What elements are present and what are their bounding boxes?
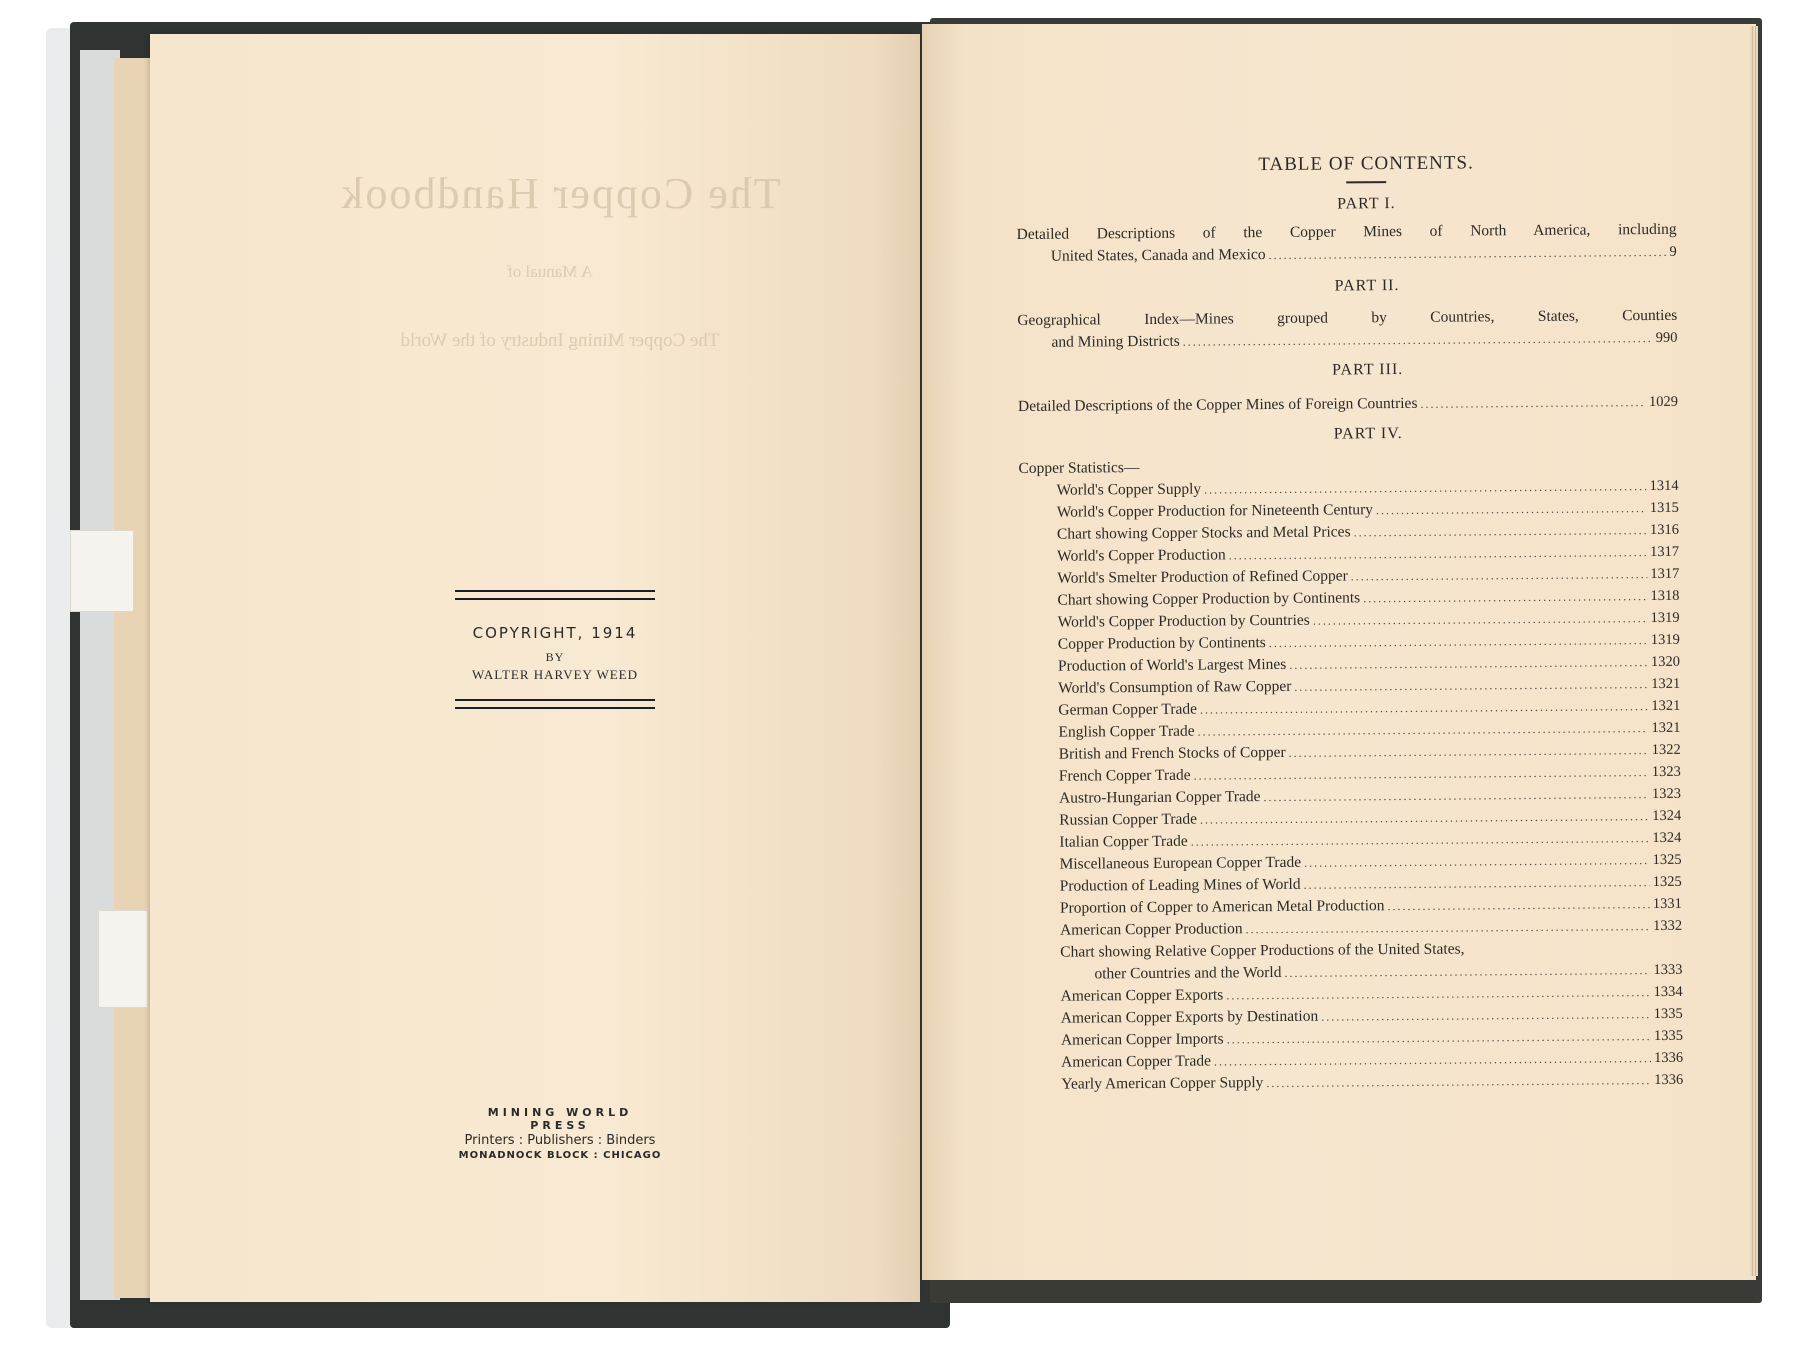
leader-dots — [1289, 739, 1649, 764]
entry-title: American Copper Production — [1060, 920, 1243, 939]
double-rule-bottom — [455, 699, 655, 709]
leader-dots — [1183, 327, 1653, 353]
page-number: 1319 — [1650, 609, 1680, 627]
press-address: MONADNOCK BLOCK : CHICAGO — [458, 1150, 662, 1161]
statistics-list-continued — [1023, 981, 1684, 1096]
author-name: WALTER HARVEY WEED — [472, 667, 638, 682]
by-label: BY — [545, 650, 565, 664]
entry-title: British and French Stocks of Copper — [1058, 743, 1286, 763]
press-name: MINING WORLD PRESS — [487, 1106, 633, 1132]
part-3-heading: PART III. — [1332, 360, 1404, 379]
leader-dots — [1313, 607, 1648, 632]
leader-dots — [1294, 673, 1648, 698]
entry-line: other Countries and the World — [1094, 963, 1282, 983]
part-1-heading: PART I. — [1337, 195, 1396, 213]
page-number: 1029 — [1648, 393, 1679, 411]
entry-title: German Copper Trade — [1058, 700, 1198, 719]
leader-dots — [1284, 959, 1650, 984]
leader-dots — [1269, 629, 1648, 654]
entry-line: Detailed Descriptions of the Copper Mines of North America, including — [1016, 220, 1677, 243]
page-edges — [1750, 26, 1758, 1276]
entry-title: Copper Production by Continents — [1057, 634, 1266, 653]
entry-title: Chart showing Copper Stocks and Metal Prices — [1056, 523, 1351, 543]
page-number: 1334 — [1653, 983, 1683, 1001]
page-number: 1331 — [1652, 895, 1682, 913]
toc-entry-part-2 — [1017, 305, 1677, 354]
entry-title: Chart showing Copper Production by Continents — [1057, 589, 1361, 609]
page-number: 1318 — [1650, 587, 1680, 605]
leader-dots — [1321, 1003, 1651, 1028]
entry-title: World's Smelter Production of Refined Copper — [1057, 567, 1348, 587]
entry-title: World's Copper Production by Countries — [1057, 611, 1310, 631]
page-number: 1315 — [1649, 499, 1679, 517]
page-number: 1333 — [1653, 961, 1683, 979]
copyright-block — [455, 590, 655, 709]
entry-line: Geographical Index—Mines grouped by Countries, States, Counties — [1017, 306, 1678, 329]
toc-entry-chart — [1022, 937, 1682, 986]
page-number: 1336 — [1654, 1071, 1684, 1089]
title-rule — [1346, 181, 1386, 183]
bleed-through-subtitle: A Manual of — [507, 262, 593, 281]
page-number: 1335 — [1653, 1005, 1683, 1023]
toc-entry-part-1 — [1017, 219, 1677, 268]
page-number: 1332 — [1653, 917, 1683, 935]
page-number: 1322 — [1651, 741, 1681, 759]
entry-title: World's Consumption of Raw Copper — [1058, 677, 1292, 697]
entry-line: Detailed Descriptions of the Copper Mines of Foreign Countries — [1017, 394, 1418, 415]
entry-line: and Mining Districts — [1051, 332, 1180, 351]
page-number: 1321 — [1651, 719, 1681, 737]
leader-dots — [1266, 1069, 1651, 1094]
page-number: 1316 — [1649, 521, 1680, 539]
copyright-notice: COPYRIGHT, 1914 — [472, 624, 638, 642]
page-number: 1325 — [1652, 851, 1682, 869]
bleed-through-title: The Copper Handbook — [339, 169, 781, 218]
double-rule-top — [455, 590, 655, 600]
statistics-list — [1019, 475, 1683, 942]
page-number: 1320 — [1650, 653, 1681, 671]
page-number: 9 — [1669, 243, 1677, 260]
entry-title: World's Copper Production — [1057, 546, 1226, 565]
leader-dots — [1304, 849, 1650, 874]
page-number: 1321 — [1651, 675, 1681, 693]
page-number: 1323 — [1651, 763, 1681, 781]
page-number: 1325 — [1652, 873, 1682, 891]
leader-dots — [1420, 391, 1646, 415]
entry-title: Production of World's Largest Mines — [1057, 655, 1287, 675]
entry-title: Italian Copper Trade — [1059, 832, 1188, 851]
leader-dots — [1289, 651, 1648, 676]
part-4-heading: PART IV. — [1333, 424, 1403, 443]
page-number: 1317 — [1650, 543, 1680, 561]
page-number: 1336 — [1654, 1049, 1684, 1067]
leader-dots — [1363, 585, 1647, 609]
section-label: Copper Statistics— — [1018, 459, 1140, 477]
entry-line: United States, Canada and Mexico — [1050, 246, 1266, 265]
entry-title: American Copper Exports — [1060, 986, 1224, 1005]
entry-title: World's Copper Supply — [1056, 480, 1202, 499]
page-number: 1314 — [1649, 477, 1679, 495]
leader-dots — [1263, 783, 1649, 808]
paper-tab — [70, 530, 134, 612]
entry-title: Miscellaneous European Copper Trade — [1059, 853, 1302, 873]
publisher-imprint — [455, 1106, 665, 1161]
paper-tab — [98, 910, 148, 1008]
press-services: Printers : Publishers : Binders — [464, 1133, 656, 1148]
entry-title: Proportion of Copper to American Metal Production — [1059, 897, 1385, 917]
entry-title: American Copper Imports — [1060, 1030, 1224, 1049]
toc-title: TABLE OF CONTENTS. — [1258, 152, 1474, 176]
entry-title: American Copper Exports by Destination — [1060, 1007, 1319, 1027]
toc-entry-part-3 — [1018, 391, 1678, 418]
table-of-contents — [1016, 151, 1683, 1096]
entry-title: World's Copper Production for Nineteenth Century — [1056, 501, 1374, 521]
leader-dots — [1246, 915, 1651, 940]
leader-dots — [1303, 871, 1649, 896]
entry-title: French Copper Trade — [1058, 766, 1191, 785]
part-2-heading: PART II. — [1334, 276, 1400, 295]
page-number: 1321 — [1651, 697, 1681, 715]
entry-title: Production of Leading Mines of World — [1059, 875, 1301, 895]
entry-line: Chart showing Relative Copper Productions of the United States, — [1060, 940, 1465, 961]
page-number: 1324 — [1652, 807, 1682, 825]
page-number: 1335 — [1653, 1027, 1683, 1045]
entry-title: American Copper Trade — [1061, 1052, 1211, 1071]
entry-title: Russian Copper Trade — [1059, 810, 1198, 829]
entry-title: Austro-Hungarian Copper Trade — [1058, 788, 1261, 807]
entry-title: English Copper Trade — [1058, 722, 1195, 741]
leader-dots — [1387, 893, 1650, 917]
leader-dots — [1353, 519, 1647, 543]
page-number: 1319 — [1650, 631, 1680, 649]
page-number: 1317 — [1650, 565, 1680, 583]
bleed-through-line: The Copper Mining Industry of the World — [400, 330, 720, 351]
entry-title: Yearly American Copper Supply — [1061, 1074, 1264, 1093]
page-number: 990 — [1655, 329, 1678, 346]
leader-dots — [1268, 241, 1666, 266]
leader-dots — [1376, 497, 1647, 521]
page-number: 1324 — [1652, 829, 1682, 847]
leader-dots — [1351, 563, 1648, 587]
page-number: 1323 — [1651, 785, 1682, 803]
